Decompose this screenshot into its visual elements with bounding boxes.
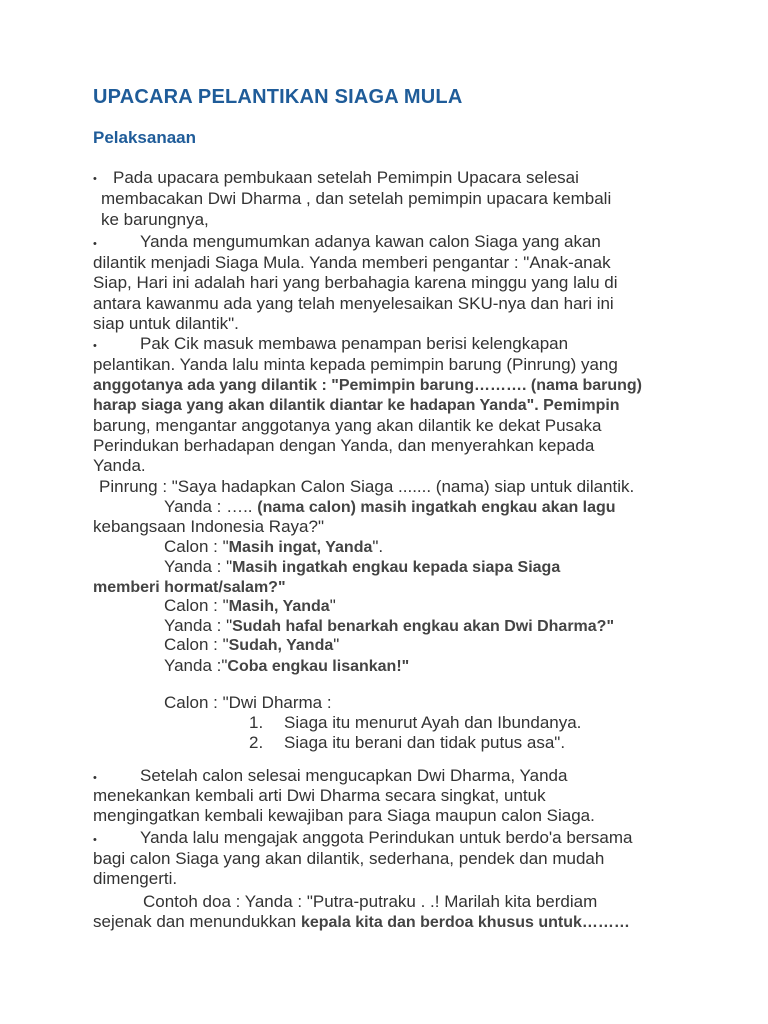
paragraph-line: bagi calon Siaga yang akan dilantik, sederhana, pendek dan mudah (93, 849, 605, 868)
speaker-label: Calon : " (164, 693, 229, 712)
dialog-line (164, 537, 383, 558)
quoted-text: Dwi Dharma : (228, 693, 332, 712)
dialog-line: kebangsaan Indonesia Raya?" (93, 517, 324, 536)
quoted-text: Masih ingatkah engkau kepada siapa Siaga (232, 559, 561, 576)
paragraph-line: Perindukan berhadapan dengan Yanda, dan menyerahkan kepada (93, 436, 595, 455)
speaker-label: Calon : " (164, 537, 229, 556)
dialog-line (164, 596, 336, 617)
section-heading: Pelaksanaan (93, 128, 197, 147)
dialog-line (164, 557, 560, 578)
bullet-icon: • (93, 340, 97, 352)
paragraph-line: Yanda. (93, 456, 146, 475)
bullet-icon: • (93, 173, 97, 185)
numbered-item-text: Siaga itu menurut Ayah dan Ibundanya. (284, 713, 582, 732)
quote-mark: " (333, 635, 340, 654)
speaker-label: Yanda : " (164, 616, 233, 635)
paragraph-line: dimengerti. (93, 869, 178, 888)
quoted-text: (nama calon) masih ingatkah engkau akan lagu (257, 499, 616, 516)
dialog-line (164, 693, 332, 713)
dialog-line (164, 616, 614, 637)
speaker-label: Yanda : " (164, 557, 233, 576)
paragraph-line: pelantikan. Yanda lalu minta kepada pemimpin barung (Pinrung) yang (93, 355, 618, 374)
paragraph-line: ke barungnya, (101, 210, 209, 229)
quoted-text: Coba engkau lisankan!" (227, 658, 410, 675)
quoted-text: kepala kita dan berdoa khusus untuk……… (300, 914, 630, 931)
quoted-text: Masih, Yanda (228, 598, 330, 615)
paragraph-line: dilantik menjadi Siaga Mula. Yanda memberi pengantar : "Anak-anak (93, 253, 611, 272)
numbered-item-text: Siaga itu berani dan tidak putus asa". (284, 733, 566, 752)
quote-mark: ". (372, 537, 384, 556)
speaker-label: Yanda :" (164, 656, 228, 675)
paragraph-line: Pak Cik masuk membawa penampan berisi kelengkapan (140, 334, 569, 353)
quoted-text: Masih ingat, Yanda (228, 539, 373, 556)
paragraph-line: Contoh doa : Yanda : "Putra-putraku . .! Marilah kita berdiam (143, 892, 598, 911)
speaker-label: Yanda : ….. (164, 497, 253, 516)
paragraph-line: Pada upacara pembukaan setelah Pemimpin Upacara selesai (113, 168, 579, 187)
paragraph-line: menekankan kembali arti Dwi Dharma secara singkat, untuk (93, 786, 546, 805)
speaker-label: Calon : " (164, 596, 229, 615)
paragraph-line: barung, mengantar anggotanya yang akan dilantik ke dekat Pusaka (93, 416, 602, 435)
paragraph-line (93, 375, 642, 396)
paragraph-line: antara kawanmu ada yang telah menyelesaikan SKU-nya dan hari ini (93, 294, 614, 313)
paragraph-line: membacakan Dwi Dharma , dan setelah pemimpin upacara kembali (101, 189, 612, 208)
bullet-icon: • (93, 238, 97, 250)
paragraph-line: mengingatkan kembali kewajiban para Siaga maupun calon Siaga. (93, 806, 595, 825)
numbered-item-number: 1. (249, 713, 264, 732)
quoted-text: Sudah, Yanda (228, 637, 334, 654)
quoted-text: anggotanya ada yang dilantik : "Pemimpin barung………. (nama barung) (93, 377, 642, 394)
quoted-text: memberi hormat/salam?" (93, 579, 286, 596)
paragraph-line: Yanda mengumumkan adanya kawan calon Siaga yang akan (140, 232, 601, 251)
bullet-icon: • (93, 834, 97, 846)
document-title: UPACARA PELANTIKAN SIAGA MULA (93, 86, 463, 108)
numbered-item-number: 2. (249, 733, 264, 752)
dialog-line: Pinrung : "Saya hadapkan Calon Siaga ....... (nama) siap untuk dilantik. (99, 477, 635, 496)
dialog-line (164, 497, 616, 518)
quote-mark: " (329, 596, 336, 615)
paragraph-line (93, 395, 620, 416)
paragraph-line (93, 912, 630, 933)
paragraph-line: Setelah calon selesai mengucapkan Dwi Dharma, Yanda (140, 766, 568, 785)
dialog-line (164, 635, 339, 656)
speaker-label: Calon : " (164, 635, 229, 654)
quoted-text: harap siaga yang akan dilantik diantar ke hadapan Yanda". Pemimpin (93, 397, 620, 414)
paragraph-text: sejenak dan menundukkan (93, 912, 297, 931)
dialog-line (164, 656, 409, 677)
dialog-line (93, 577, 286, 598)
paragraph-line: Siap, Hari ini adalah hari yang berbahagia karena minggu yang lalu di (93, 273, 618, 292)
bullet-icon: • (93, 772, 97, 784)
paragraph-line: siap untuk dilantik". (93, 314, 239, 333)
paragraph-line: Yanda lalu mengajak anggota Perindukan untuk berdo'a bersama (140, 828, 633, 847)
quoted-text: Sudah hafal benarkah engkau akan Dwi Dharma?" (232, 618, 615, 635)
